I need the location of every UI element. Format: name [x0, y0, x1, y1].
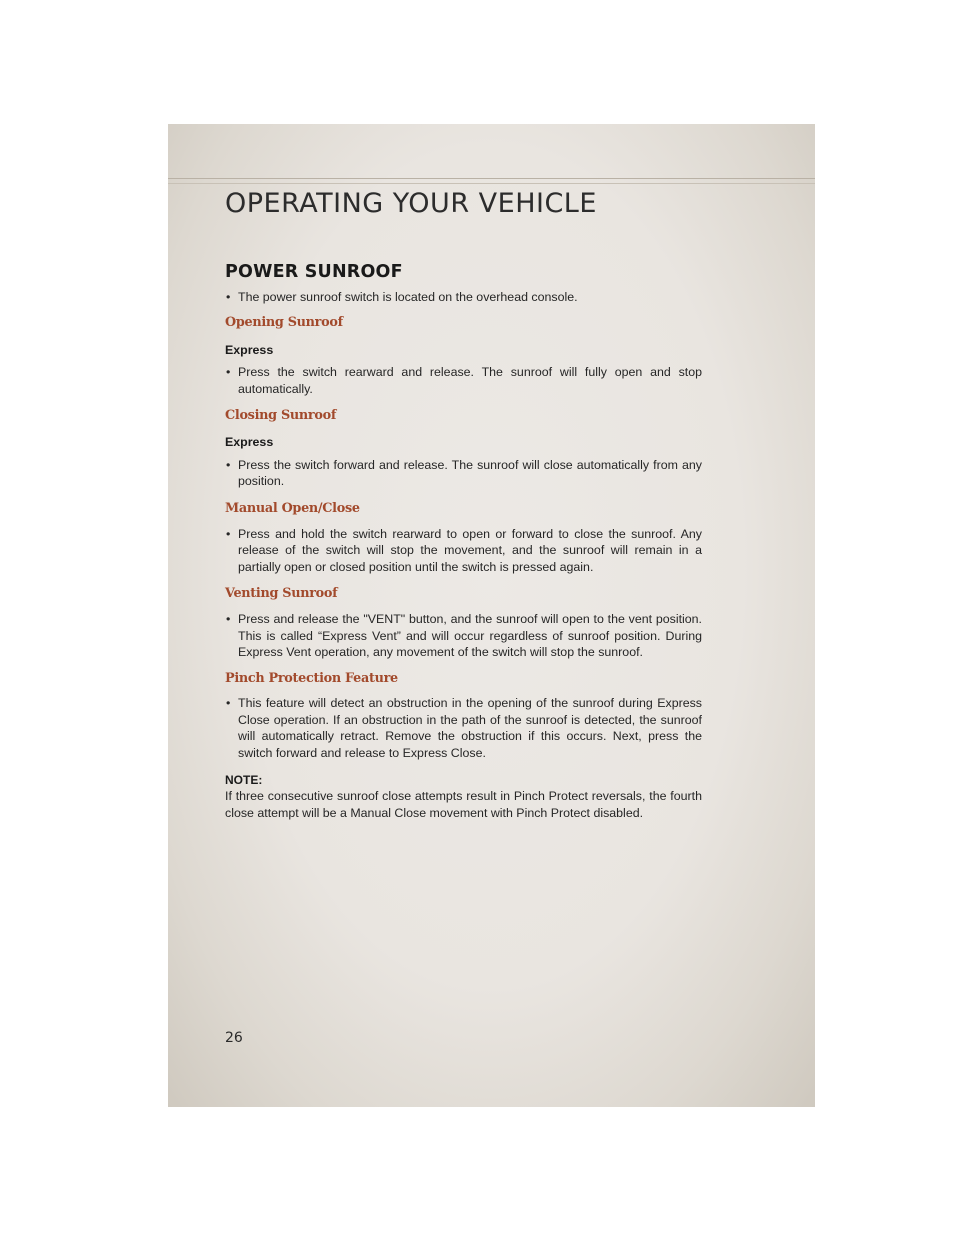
opening-text: Press the switch rearward and release. The sunroof will fully open and stop automatically. — [238, 365, 702, 396]
pinch-text: This feature will detect an obstruction in the opening of the sunroof during Express Close operation. If an obstruction in the path of the sunroof is detected, the sunroof will automatically retract. Remove the obstruction if this occurs. Next, press the switch forward and release to Express Close. — [238, 696, 702, 761]
closing-list — [225, 457, 702, 490]
list-item — [225, 364, 702, 397]
header-rule — [168, 178, 815, 179]
closing-express-label: Express — [225, 435, 274, 450]
list-item — [225, 526, 702, 576]
bullet-icon: • — [226, 365, 231, 380]
note-label: NOTE: — [225, 772, 263, 787]
list-item — [225, 289, 702, 306]
note-text: If three consecutive sunroof close attempts result in Pinch Protect reversals, the fourth close attempt will be a Manual Close movement with Pinch Protect disabled. — [225, 789, 702, 820]
list-item — [225, 457, 702, 490]
manual-text: Press and hold the switch rearward to open or forward to close the sunroof. Any release of the switch will stop the movement, and the sunroof will remain in a partially open or closed position until the switch is pressed again. — [238, 526, 702, 574]
list-item — [225, 611, 702, 661]
chapter-title: OPERATING YOUR VEHICLE — [225, 188, 597, 219]
opening-list — [225, 364, 702, 397]
pinch-list — [225, 695, 702, 761]
venting-text: Press and release the "VENT" button, and the sunroof will open to the vent position. This is called “Express Vent” and will occur regardless of sunroof position. During Express Vent operation, any movement of the switch will stop the sunroof. — [238, 611, 702, 660]
page-number: 26 — [225, 1030, 243, 1046]
bullet-icon: • — [226, 457, 231, 472]
pinch-protection-heading: Pinch Protection Feature — [225, 670, 398, 686]
bullet-icon: • — [226, 611, 231, 626]
closing-sunroof-heading: Closing Sunroof — [225, 407, 337, 423]
bullet-icon: • — [226, 526, 231, 541]
bullet-icon: • — [226, 289, 231, 304]
intro-list — [225, 289, 702, 306]
page-content — [225, 264, 702, 821]
manual-list — [225, 526, 702, 576]
list-item — [225, 695, 702, 761]
bullet-icon: • — [226, 696, 231, 711]
manual-open-close-heading: Manual Open/Close — [225, 500, 360, 516]
section-title: POWER SUNROOF — [225, 262, 403, 282]
venting-sunroof-heading: Venting Sunroof — [225, 586, 338, 602]
venting-list — [225, 611, 702, 661]
closing-text: Press the switch forward and release. The sunroof will close automatically from any position. — [238, 457, 702, 489]
opening-express-label: Express — [225, 342, 274, 357]
intro-text: The power sunroof switch is located on the overhead console. — [238, 289, 578, 304]
header-rule-secondary — [168, 183, 815, 184]
opening-sunroof-heading: Opening Sunroof — [225, 315, 343, 331]
